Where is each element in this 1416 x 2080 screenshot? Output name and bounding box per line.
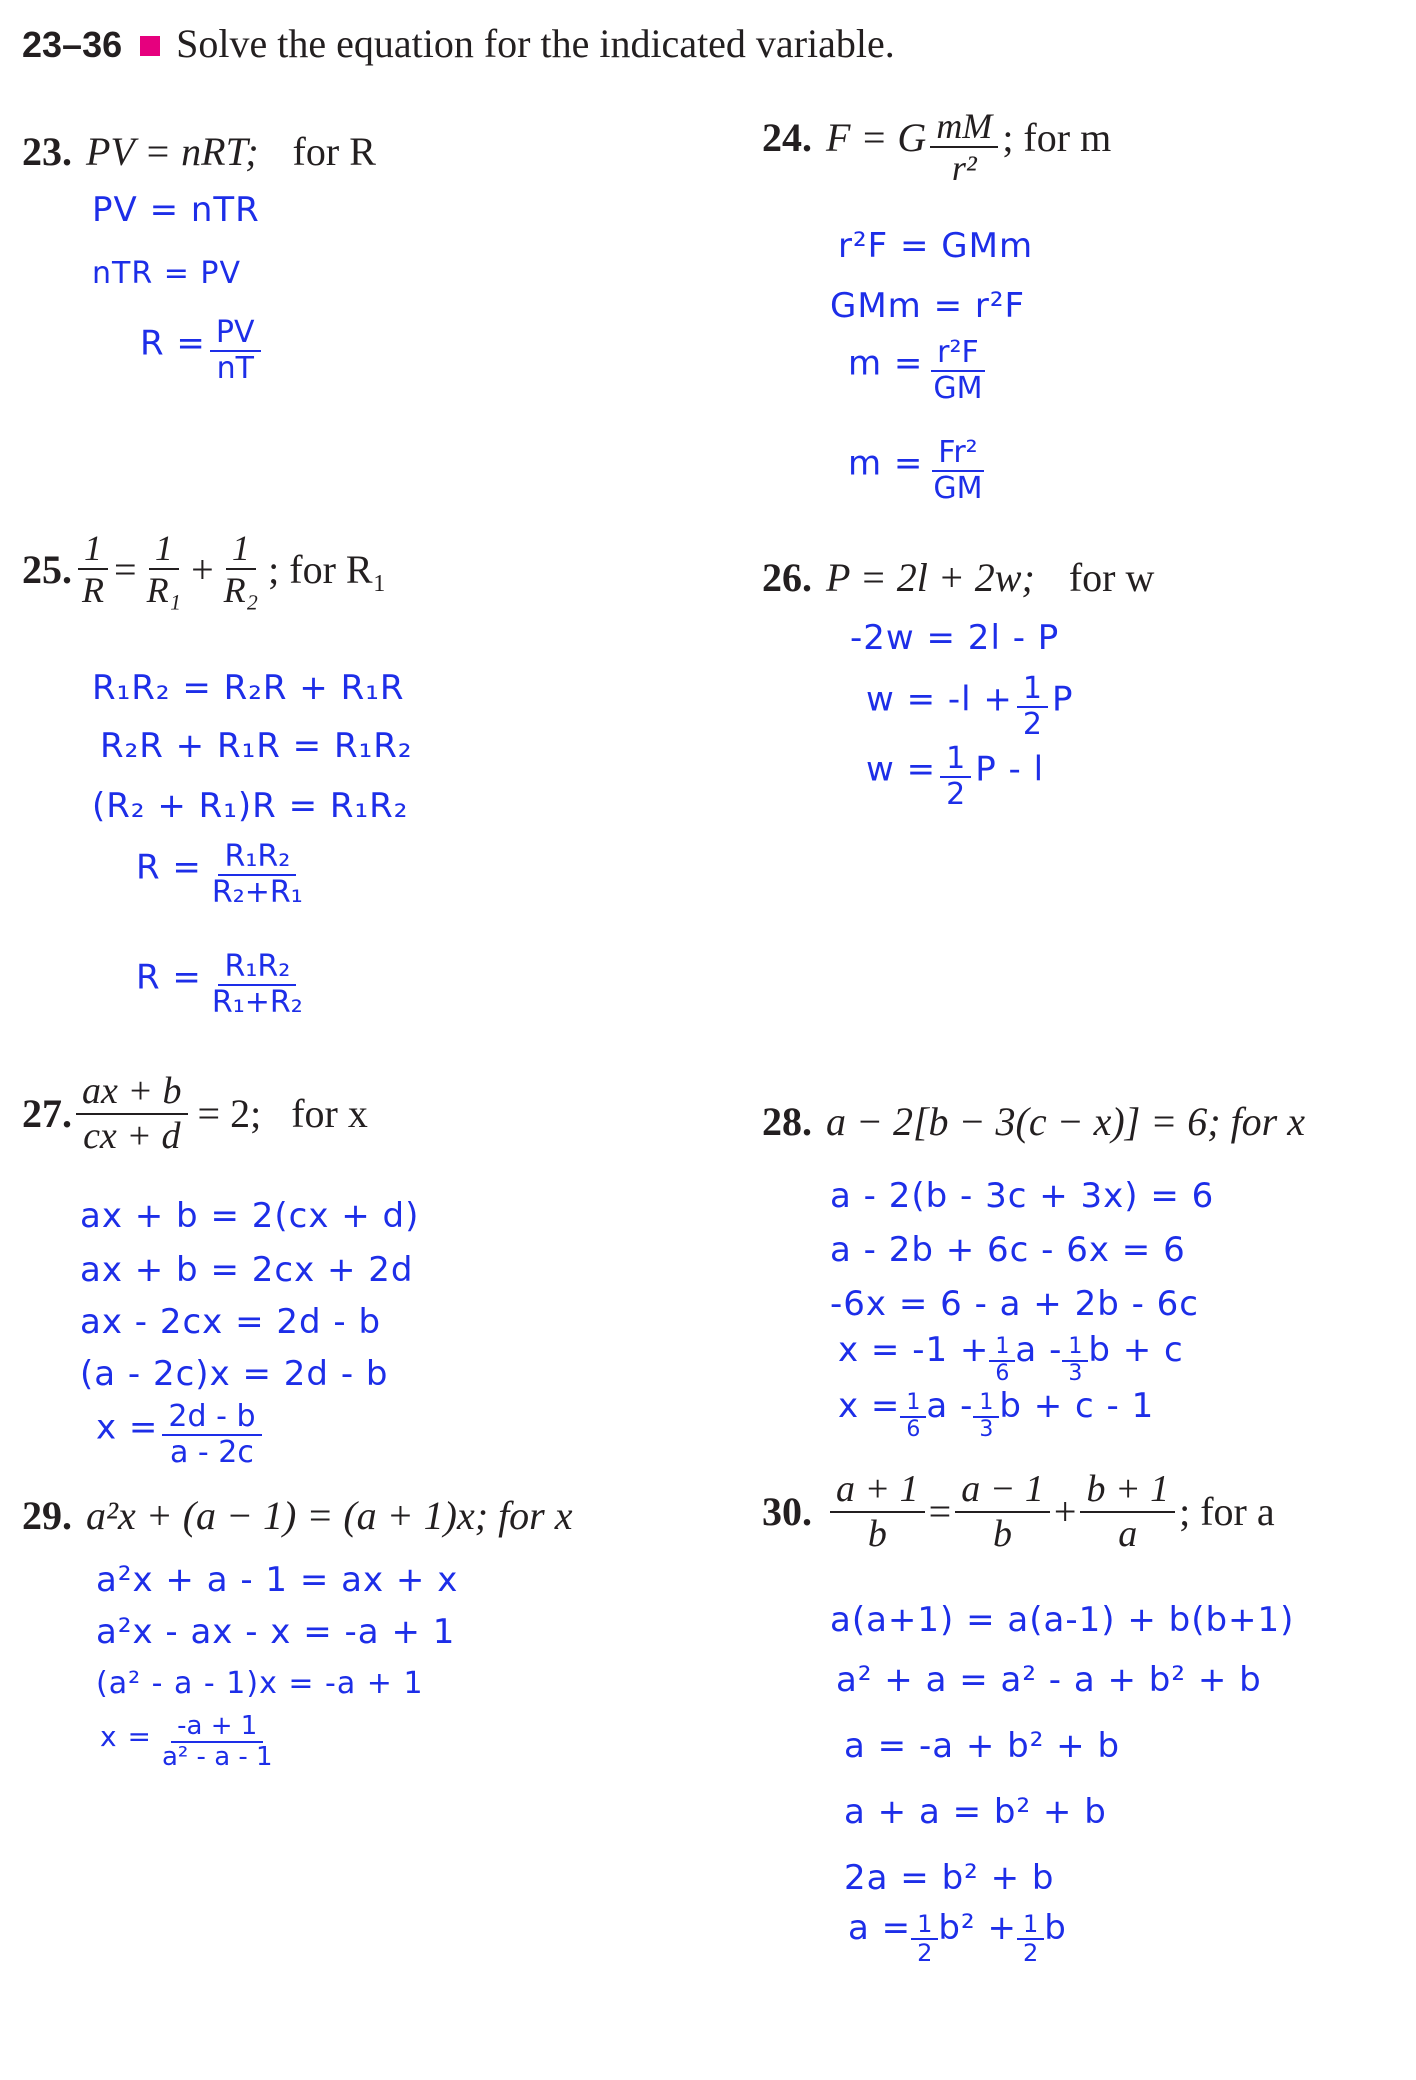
term-3: $\frac{b + 1}{a}$: [1080, 1468, 1175, 1555]
problem-30-step-5: 2a = b² + b: [844, 1858, 1055, 1898]
problem-24-statement: [762, 106, 1111, 189]
problem-28-step-4: [838, 1330, 1184, 1387]
answer-fraction: $\frac{-a + 1}{\text{a² - a - 1}}$: [161, 1711, 273, 1773]
problem-number: 29.: [22, 1493, 72, 1538]
answer-fraction: $\frac{1}{2}$: [940, 742, 971, 811]
problem-26-answer: [866, 742, 1044, 811]
equation-fraction: $\frac{mM}{\text{r²}}$: [930, 106, 998, 189]
term-3: $\frac{1}{\text{R₂}}$: [223, 528, 259, 611]
answer-fraction-1: $\frac{1}{6}$: [900, 1391, 926, 1442]
target-variable: ; for R₁: [268, 546, 387, 592]
problem-25-answer: [136, 950, 309, 1019]
target-variable: for w: [1068, 555, 1155, 600]
step-text: x = -1 +: [838, 1330, 990, 1370]
problem-30-step-4: a + a = b² + b: [844, 1792, 1107, 1832]
answer-tail: P - l: [975, 749, 1045, 790]
problem-number: 23.: [22, 129, 72, 174]
answer-text: b: [1044, 1908, 1067, 1948]
step-text: w = -l +: [866, 679, 1013, 720]
answer-fraction: $\frac{PV}{nT}$: [210, 316, 261, 385]
answer-text: b² +: [938, 1908, 1017, 1948]
problem-number: 24.: [762, 114, 812, 160]
answer-lhs: m =: [848, 443, 924, 484]
term-2: $\frac{1}{\text{R₁}}$: [146, 528, 182, 611]
problem-number: 28.: [762, 1099, 812, 1144]
step-fraction-2: $\frac{1}{3}$: [1062, 1335, 1088, 1386]
equation: P = 2l + 2w;: [826, 555, 1035, 600]
problem-24-step-3: [848, 336, 989, 405]
step-text: a -: [1015, 1330, 1063, 1370]
target-variable: ; for m: [1002, 114, 1112, 160]
term-1: $\frac{a + 1}{b}$: [830, 1468, 925, 1555]
problem-27-statement: [22, 1070, 368, 1157]
answer-fraction: $\frac{\text{Fr²}}{GM}$: [933, 435, 983, 506]
answer-fraction: $\frac{\text{R₁R₂}}{\text{R₁+R₂}}$: [211, 949, 303, 1020]
answer-fraction-1: $\frac{1}{2}$: [911, 1911, 938, 1967]
step-fraction: $\frac{1}{2}$: [1017, 672, 1048, 741]
problem-number: 27.: [22, 1091, 72, 1137]
problem-27-step-3: ax - 2cx = 2d - b: [80, 1302, 382, 1342]
term-1: $\frac{1}{R}$: [76, 528, 110, 611]
answer-text: a =: [848, 1908, 912, 1948]
problem-25-step-3: (R₂ + R₁)R = R₁R₂: [92, 786, 409, 826]
problem-25-step-2: R₂R + R₁R = R₁R₂: [100, 726, 413, 766]
problem-27-answer: [96, 1400, 262, 1469]
problem-28-statement: [762, 1098, 1305, 1145]
problem-23-statement: [22, 128, 376, 175]
problem-24-answer: [848, 436, 989, 505]
term-2: $\frac{a - 1}{b}$: [955, 1468, 1050, 1555]
answer-text: x =: [838, 1386, 901, 1426]
answer-text: b + c - 1: [999, 1386, 1155, 1426]
problem-30-step-1: a(a+1) = a(a-1) + b(b+1): [830, 1600, 1295, 1640]
answer-lhs: R =: [136, 957, 202, 998]
problem-26-step-1: -2w = 2l - P: [850, 618, 1060, 658]
square-bullet-icon: [140, 36, 160, 56]
answer-fraction-2: $\frac{1}{3}$: [973, 1391, 999, 1442]
target-variable: for R: [292, 129, 376, 174]
answer-lhs: x =: [100, 1719, 152, 1753]
exercise-range: 23–36: [22, 24, 123, 65]
step-text: b + c: [1088, 1330, 1184, 1370]
step-lhs: R =: [136, 847, 202, 888]
step-tail: P: [1052, 679, 1074, 720]
problem-28-step-3: -6x = 6 - a + 2b - 6c: [830, 1284, 1200, 1324]
equation-lhs: F = G: [826, 114, 927, 160]
problem-27-step-1: ax + b = 2(cx + d): [80, 1196, 420, 1236]
problem-26-statement: [762, 554, 1154, 601]
equation-rhs: = 2;: [197, 1091, 262, 1137]
problem-29-answer: [100, 1712, 279, 1772]
target-variable: for x: [291, 1091, 368, 1137]
problem-number: 30.: [762, 1489, 812, 1535]
problem-30-step-2: a² + a = a² - a + b² + b: [836, 1660, 1262, 1700]
problem-28-step-2: a - 2b + 6c - 6x = 6: [830, 1230, 1186, 1270]
instruction: Solve the equation for the indicated variable.: [176, 21, 895, 66]
target-variable: ; for a: [1179, 1489, 1275, 1535]
problem-27-step-2: ax + b = 2cx + 2d: [80, 1250, 414, 1290]
problem-25-step-1: R₁R₂ = R₂R + R₁R: [92, 668, 405, 708]
equation: a − 2[b − 3(c − x)] = 6; for x: [826, 1099, 1306, 1144]
problem-24-step-1: r²F = GMm: [838, 226, 1034, 266]
answer-lhs: x =: [96, 1407, 159, 1448]
problem-30-step-3: a = -a + b² + b: [844, 1726, 1121, 1766]
problem-23-step-1: PV = nTR: [92, 190, 260, 230]
problem-30-statement: 30. $\frac{a + 1}{b}$ = $\frac{a - 1}{b}$ + $\frac{b + 1}{a}$ ; for a: [762, 1468, 1275, 1555]
problem-25-statement: 25. $\frac{1}{R}$ = $\frac{1}{\text{R₁}}$ + $\frac{1}{\text{R₂}}$ ; for R₁: [22, 528, 387, 611]
answer-fraction: $\frac{2d - b}{a - 2c}$: [162, 1400, 261, 1469]
step-fraction-1: $\frac{1}{6}$: [989, 1335, 1015, 1386]
problem-27-step-4: (a - 2c)x = 2d - b: [80, 1354, 389, 1394]
problem-25-step-4: [136, 840, 309, 909]
step-fraction: $\frac{\text{r²F}}{GM}$: [927, 336, 988, 405]
answer-lhs: w =: [866, 749, 937, 790]
step-fraction: $\frac{\text{R₁R₂}}{\text{R₂+R₁}}$: [211, 839, 303, 910]
problem-24-step-2: GMm = r²F: [830, 286, 1026, 326]
step-lhs: m =: [848, 343, 924, 384]
problem-26-step-2: [866, 672, 1074, 741]
problem-29-step-2: a²x - ax - x = -a + 1: [96, 1612, 456, 1652]
equation: PV = nRT;: [86, 129, 259, 174]
problem-number: 26.: [762, 555, 812, 600]
problem-28-answer: [838, 1386, 1154, 1443]
problem-23-step-2: nTR = PV: [92, 256, 242, 291]
problem-29-statement: [22, 1492, 573, 1539]
equation: a²x + (a − 1) = (a + 1)x; for x: [86, 1493, 573, 1538]
answer-fraction-2: $\frac{1}{2}$: [1017, 1911, 1044, 1967]
answer-text: a -: [926, 1386, 974, 1426]
equation-fraction: $\frac{ax + b}{cx + d}$: [76, 1070, 188, 1157]
problem-23-answer: [140, 316, 261, 385]
problem-29-step-3: (a² - a - 1)x = -a + 1: [96, 1666, 424, 1701]
problem-30-answer: [848, 1908, 1067, 1967]
problem-number: 25.: [22, 546, 72, 592]
problem-28-step-1: a - 2(b - 3c + 3x) = 6: [830, 1176, 1215, 1216]
answer-lhs: R =: [140, 323, 206, 364]
section-header: [22, 20, 895, 67]
problem-29-step-1: a²x + a - 1 = ax + x: [96, 1560, 459, 1600]
